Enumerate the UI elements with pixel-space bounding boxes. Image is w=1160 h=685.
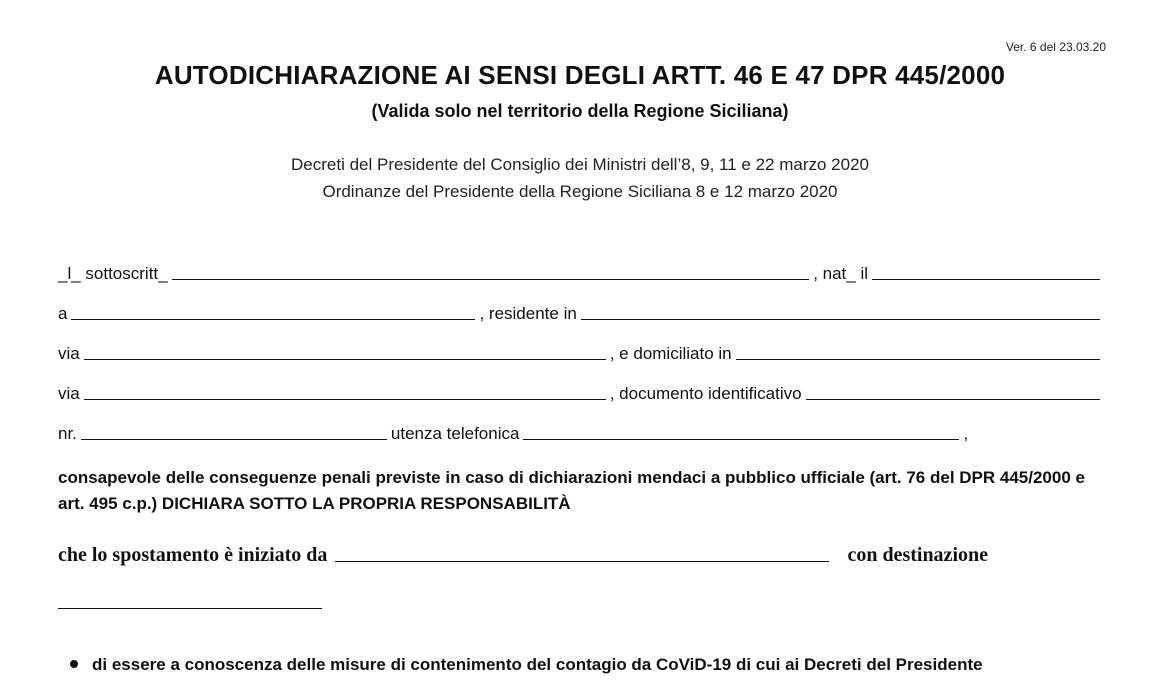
label-utenza-telefonica: utenza telefonica xyxy=(390,424,520,443)
version-label: Ver. 6 del 23.03.20 xyxy=(1005,40,1106,54)
movement-row xyxy=(58,544,1108,567)
bullet-text-1: di essere a conoscenza delle misure di contenimento del contagio da CoViD-19 di cui ai Decreti del Presidente xyxy=(92,655,983,674)
label-documento: , documento identificativo xyxy=(609,384,802,403)
residence-field[interactable] xyxy=(581,318,1100,320)
label-residente-in: , residente in xyxy=(479,304,577,323)
label-spostamento: che lo spostamento è iniziato da xyxy=(58,544,328,566)
domicile-field[interactable] xyxy=(736,358,1100,360)
bullet-item-1 xyxy=(70,655,983,675)
label-comma: , xyxy=(963,424,969,443)
document-id-field[interactable] xyxy=(806,398,1100,400)
form-row-name xyxy=(58,264,1104,284)
birthplace-field[interactable] xyxy=(71,318,475,320)
birth-date-field[interactable] xyxy=(872,278,1100,280)
domicile-street-field[interactable] xyxy=(84,398,606,400)
declaration-text: consapevole delle conseguenze penali previste in caso di dichiarazioni mendaci a pubblico ufficiale (art. 76 del DPR 445/2000 e art. 495 c.p.) DICHIARA SOTTO LA PROPRIA RESPONSABILITÀ xyxy=(58,468,1085,513)
label-domiciliato-in: , e domiciliato in xyxy=(609,344,732,363)
residence-street-field[interactable] xyxy=(84,358,606,360)
decree-line-1: Decreti del Presidente del Consiglio dei Ministri dell’8, 9, 11 e 22 marzo 2020 xyxy=(291,155,869,174)
label-sottoscritto: _l_ sottoscritt_ xyxy=(58,264,168,283)
label-a: a xyxy=(58,304,68,323)
bullet-icon xyxy=(70,660,78,668)
document-title: AUTODICHIARAZIONE AI SENSI DEGLI ARTT. 46 E 47 DPR 445/2000 xyxy=(154,60,1006,90)
label-via-2: via xyxy=(58,384,80,403)
label-nato-il: , nat_ il xyxy=(813,264,868,283)
phone-field[interactable] xyxy=(523,438,959,440)
document-subtitle: (Valida solo nel territorio della Regione Siciliana) xyxy=(371,101,789,121)
form-row-phone xyxy=(58,424,1104,444)
destination-field[interactable] xyxy=(58,590,322,609)
label-via: via xyxy=(58,344,80,363)
form-row-document xyxy=(58,384,1104,404)
label-destinazione: con destinazione xyxy=(847,544,988,566)
origin-field[interactable] xyxy=(335,560,829,562)
label-nr: nr. xyxy=(58,424,77,443)
name-field[interactable] xyxy=(172,278,810,280)
form-row-address xyxy=(58,344,1104,364)
document-number-field[interactable] xyxy=(81,438,387,440)
form-row-birthplace xyxy=(58,304,1104,324)
decree-line-2: Ordinanze del Presidente della Regione Siciliana 8 e 12 marzo 2020 xyxy=(322,182,838,201)
